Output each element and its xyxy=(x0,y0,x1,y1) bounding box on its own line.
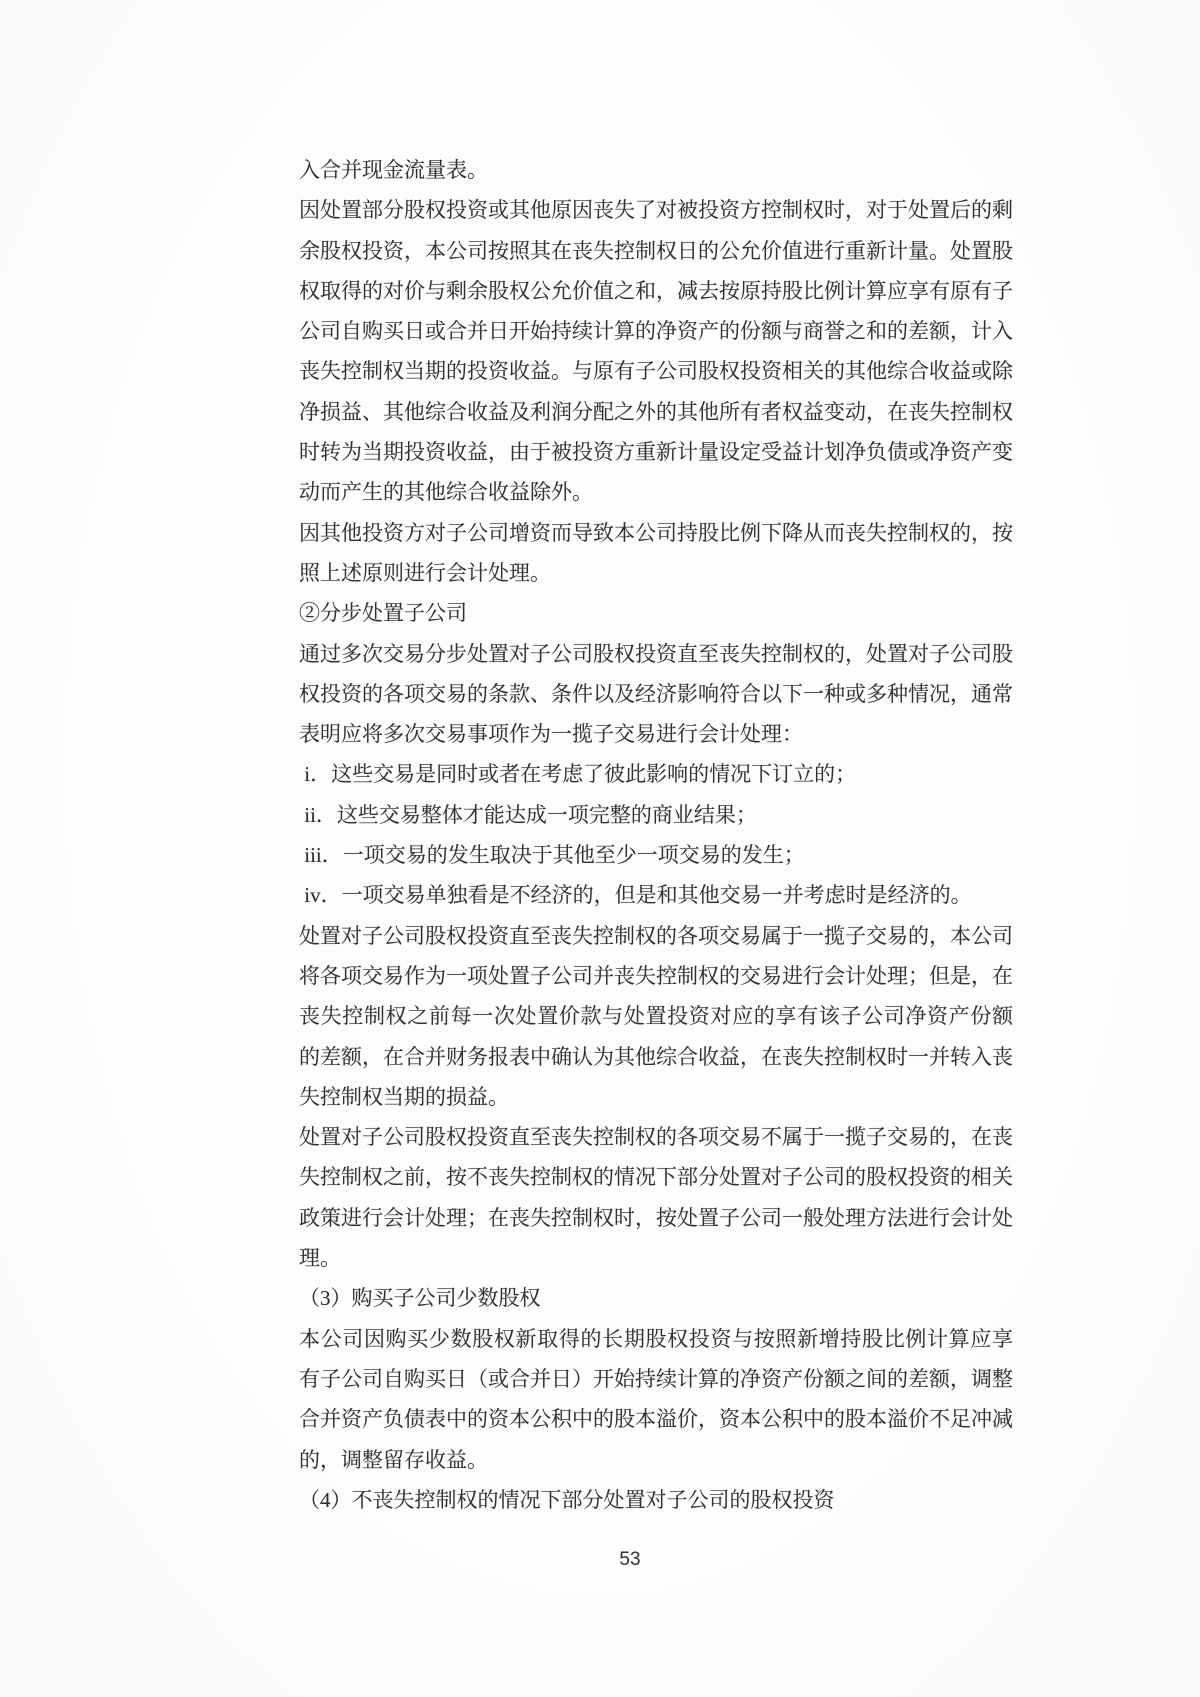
text-line: 将各项交易作为一项处置子公司并丧失控制权的交易进行会计处理；但是，在 xyxy=(299,963,1013,988)
text-line: 丧失控制权之前每一次处置价款与处置投资对应的享有该子公司净资产份额 xyxy=(299,1004,1013,1029)
text-line: 合并资产负债表中的资本公积中的股本溢价，资本公积中的股本溢价不足冲减 xyxy=(299,1407,1013,1432)
text-line: i．这些交易是同时或者在考虑了彼此影响的情况下订立的； xyxy=(299,762,857,787)
text-line: 权取得的对价与剩余股权公允价值之和，减去按原持股比例计算应享有原有子 xyxy=(299,278,1013,303)
text-line: 有子公司自购买日（或合并日）开始持续计算的净资产份额之间的差额，调整 xyxy=(299,1366,1013,1391)
text-line: 权投资的各项交易的条款、条件以及经济影响符合以下一种或多种情况，通常 xyxy=(299,681,1013,706)
text-line: 失控制权之前，按不丧失控制权的情况下部分处置对子公司的股权投资的相关 xyxy=(299,1165,1013,1190)
text-line: 净损益、其他综合收益及利润分配之外的其他所有者权益变动，在丧失控制权 xyxy=(299,399,1013,424)
text-line: 照上述原则进行会计处理。 xyxy=(299,560,551,585)
text-line: iii．一项交易的发生取决于其他至少一项交易的发生； xyxy=(299,843,805,868)
text-line: 动而产生的其他综合收益除外。 xyxy=(299,480,593,505)
text-line: 入合并现金流量表。 xyxy=(299,158,488,182)
text-line: 丧失控制权当期的投资收益。与原有子公司股权投资相关的其他综合收益或除 xyxy=(299,359,1013,384)
text-line: 处置对子公司股权投资直至丧失控制权的各项交易属于一揽子交易的，本公司 xyxy=(299,923,1013,948)
text-line: 政策进行会计处理；在丧失控制权时，按处置子公司一般处理方法进行会计处 xyxy=(299,1205,1013,1230)
text-line: 表明应将多次交易事项作为一揽子交易进行会计处理： xyxy=(299,722,803,747)
text-line: 时转为当期投资收益，由于被投资方重新计量设定受益计划净负债或净资产变 xyxy=(299,440,1013,465)
page-number-label: 53 xyxy=(619,1549,641,1570)
text-line: 本公司因购买少数股权新取得的长期股权投资与按照新增持股比例计算应享 xyxy=(299,1326,1013,1351)
text-line: ②分步处置子公司 xyxy=(299,601,467,626)
text-line: （3）购买子公司少数股权 xyxy=(299,1286,541,1311)
text-line: （4）不丧失控制权的情况下部分处置对子公司的股权投资 xyxy=(299,1487,835,1512)
text-line: 通过多次交易分步处置对子公司股权投资直至丧失控制权的，处置对子公司股 xyxy=(299,641,1013,666)
text-line: 因处置部分股权投资或其他原因丧失了对被投资方控制权时，对于处置后的剩 xyxy=(299,198,1013,223)
text-line: 余股权投资，本公司按照其在丧失控制权日的公允价值进行重新计量。处置股 xyxy=(299,238,1013,263)
text-line: 理。 xyxy=(299,1246,341,1271)
text-line: 的，调整留存收益。 xyxy=(299,1447,488,1472)
text-line: iv．一项交易单独看是不经济的，但是和其他交易一并考虑时是经济的。 xyxy=(299,883,972,908)
text-line: 失控制权当期的损益。 xyxy=(299,1084,509,1109)
text-block xyxy=(299,150,1013,1520)
text-line: 处置对子公司股权投资直至丧失控制权的各项交易不属于一揽子交易的，在丧 xyxy=(299,1125,1013,1150)
text-line: 因其他投资方对子公司增资而导致本公司持股比例下降从而丧失控制权的，按 xyxy=(299,520,1013,545)
text-line: 的差额，在合并财务报表中确认为其他综合收益，在丧失控制权时一并转入丧 xyxy=(299,1044,1013,1069)
text-line: 公司自购买日或合并日开始持续计算的净资产的份额与商誉之和的差额，计入 xyxy=(299,319,1013,344)
text-line: ii．这些交易整体才能达成一项完整的商业结果； xyxy=(299,802,757,827)
